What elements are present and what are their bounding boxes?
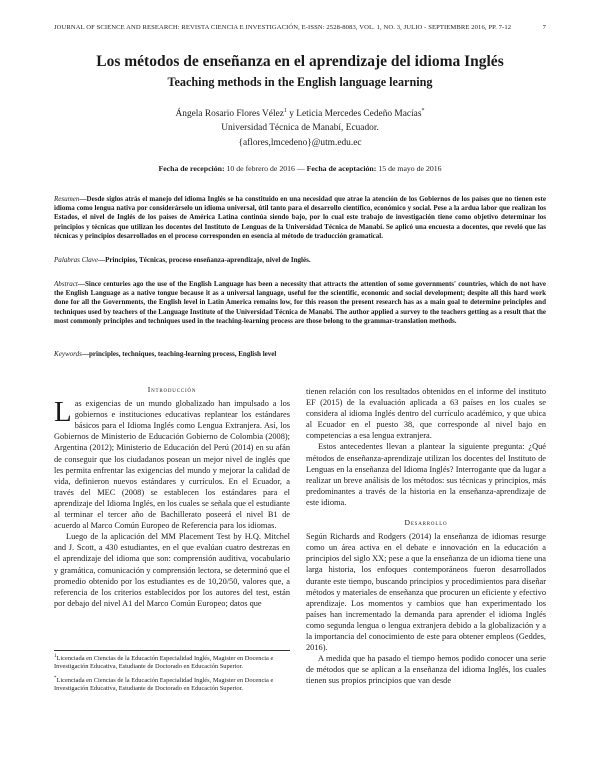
footnote-2 (54, 675, 290, 694)
author-1-mark: 1 (283, 108, 287, 114)
accepted-value: 15 de mayo de 2016 (378, 164, 442, 173)
keywords-es (54, 256, 546, 265)
abstract-es-text: —Desde siglos atrás el manejo del idioma Inglés se ha constituido en una necesidad que atrae la atención de los Gobiernos de los países que no tienen este idioma como lengua nativa por considerárselo un idioma universal, útil tanto para el desarrollo científico, económico y social. Pese a la ardua labor que realizan los Estados, el nivel de Inglés de los países de América Latina continúa siendo bajo, por lo cual este trabajo de investigación tiene como objetivo determinar los principios y técnicas que utilizan los docentes del Instituto de Lenguas de la Universidad Técnica de Manabí. Se aplicó una encuesta a docentes, que reveló que las técnicas y principios desarrollados en el proceso corresponden en esencia al método de traducción gramatical. (54, 195, 546, 240)
footnote-1-mark: 1 (54, 654, 57, 659)
received-value: 10 de febrero de 2016 (226, 164, 295, 173)
abstract-es-lead: Resumen (54, 195, 80, 203)
desarrollo-heading: Desarrollo (404, 518, 448, 528)
author-join: y (289, 109, 294, 120)
page-number: 7 (542, 24, 546, 31)
abstract-es (54, 195, 546, 241)
paper-title: Los métodos de enseñanza en el aprendizaje del idioma Inglés (96, 53, 504, 70)
intro-paragraph-3: tienen relación con los resultados obtenidos en el informe del instituto EF (2015) de la evaluación aplicada a 63 países en los cuales se considera al idioma Inglés dentro del currículo académico, y que ubica al Ecuador en el puesto 38, que corresponde al nivel bajo en competencias a esa lengua extranjera. (306, 387, 546, 441)
received-label: Fecha de recepción: (158, 164, 225, 173)
intro-paragraph-1 (54, 398, 290, 531)
intro-heading: Introducción (147, 385, 197, 394)
abstract-en-lead: Abstract (54, 280, 78, 288)
right-column (306, 386, 546, 686)
running-head (54, 24, 546, 31)
author-2: Leticia Mercedes Cedeño Macías (296, 109, 422, 120)
keywords-es-text: —Principios, Técnicas, proceso enseñanza-aprendizaje, nivel de Inglés. (98, 256, 311, 264)
dates-line (0, 164, 600, 173)
keywords-en-lead: Keywords (54, 350, 82, 358)
accepted-label: Fecha de aceptación: (306, 164, 377, 173)
authors (0, 108, 600, 119)
intro-paragraph-2: Luego de la aplicación del MM Placement Test by H.Q. Mitchel and J. Scott, a 430 estudiantes, en el que evalúan cuatro destrezas en el aprendizaje del idioma que son: comprensión auditiva, vocabulario y gramática, comunicación y comprensión lectora, se determinó que el promedio obtenido por los estudiantes es de 10,20/50, valores que, a referencia de los criterios establecidos por los autores del test, están por debajo del nivel A1 del Marco Común Europeo; datos que (54, 532, 290, 608)
footnotes (54, 650, 290, 696)
author-2-mark: * (421, 108, 425, 114)
footnote-2-text: Licenciada en Ciencias de la Educación Especialidad Inglés, Magister en Docencia e Investigación Educativa, Estudiante de Doctorado en Educación Superior. (54, 676, 274, 692)
footnote-2-mark: * (54, 675, 57, 681)
paper-subtitle: Teaching methods in the English language learning (167, 75, 433, 89)
desarrollo-paragraph-1: Según Richards and Rodgers (2014) la enseñanza de idiomas resurge como un área activa en el debate e innovación en la educación a principios del siglo XX; pese a que la enseñanza de un idioma tiene una larga historia, los enfoques contemporáneos fueron desarrollados durante este tiempo, buscando principios y procedimientos para diseñar métodos y materiales de enseñanza que procuren un eficiente y efectivo aprendizaje. Los momentos y cambios que han experimentado los países han incrementado la demanda para aprender el idioma Inglés como segunda lengua o lengua extranjera debido a la globalización y a la importancia del conocimiento de este para obtener empleos (Geddes, 2016). (306, 532, 546, 653)
date-separator: — (296, 164, 305, 173)
keywords-en-text: —principles, techniques, teaching-learning process, English level (81, 350, 277, 358)
intro-paragraph-4: Estos antecedentes llevan a plantear la siguiente pregunta: ¿Qué métodos de enseñanza-aprendizaje utilizan los docentes del Instituto de Lenguas en la enseñanza del Idioma Inglés? Interrogante que da lugar a realizar un breve análisis de los métodos: sus técnicas y principios, más predominantes a través de la historia en la enseñanza-aprendizaje de este idioma. (306, 442, 546, 507)
footnote-1-text: Licenciada en Ciencias de la Educación Especialidad Inglés, Magister en Docencia e Investigación Educativa, Estudiante de Doctorado en Educación Superior. (54, 655, 274, 671)
affiliation: Universidad Técnica de Manabí, Ecuador. (221, 123, 379, 133)
author-1: Ángela Rosario Flores Vélez (175, 109, 284, 120)
keywords-en (54, 350, 546, 359)
footnote-1 (54, 653, 290, 672)
abstract-en-text: —Since centuries ago the use of the English Language has been a necessity that attracts the attention of some governments' countries, which do not have the English Language as a native tongue because it as a universal language, useful for the scientific, economic and social development; despite all this hard work done for all the Governments, the English level in Latin America remains low, for this reason the present research has as a main goal to determine principles and techniques used by teachers of the Language Institute of the Universidad Técnica de Manabí. The author applied a survey to the teachers getting as a result that the most commonly principles and techniques used in the teaching-learning process are those belong to the grammar-translation methods. (54, 280, 546, 325)
desarrollo-paragraph-2: A medida que ha pasado el tiempo hemos podido conocer una serie de métodos que se aplican a la enseñanza del idioma Inglés, los cuales tienen sus propios principios que van desde (306, 654, 546, 686)
author-email: {aflores,lmcedeno}@utm.edu.ec (238, 138, 362, 148)
dropcap: L (54, 396, 72, 429)
abstract-en (54, 280, 546, 326)
left-column (54, 384, 290, 609)
intro-paragraph-1-text: as exigencias de un mundo globalizado han impulsado a los gobiernos e instituciones educativas replantear los estándares básicos para el Idioma Inglés como Lengua Extranjera. Así, los Gobiernos de Ministerio de Educación Gobierno de Colombia (2008); Argentina (2012); Ministerio de Educación del Perú (2014) en su afán de conseguir que los ciudadanos posean un mejor nivel de inglés que les permita enfrentar las exigencias del mundo y mejorar la calidad de vida, definieron nuevos estándares y currículos. En el Ecuador, a través del MEC (2008) se establecen los estándares para el aprendizaje del Idioma Inglés, en los cuales se señala que el estudiante al terminar el tercer año de Bachillerato poseerá el nivel B1 de acuerdo al Marco Común Europeo de Referencia para los idiomas. (54, 399, 290, 531)
journal-info: JOURNAL OF SCIENCE AND RESEARCH: REVISTA CIENCIA E INVESTIGACIÓN, E-ISSN: 2528-8083, VOL. 1, NO. 3, JULIO - SEPTIEMBRE 2016, PP. 7-12 (54, 24, 512, 31)
keywords-es-lead: Palabras Clave (54, 256, 99, 264)
